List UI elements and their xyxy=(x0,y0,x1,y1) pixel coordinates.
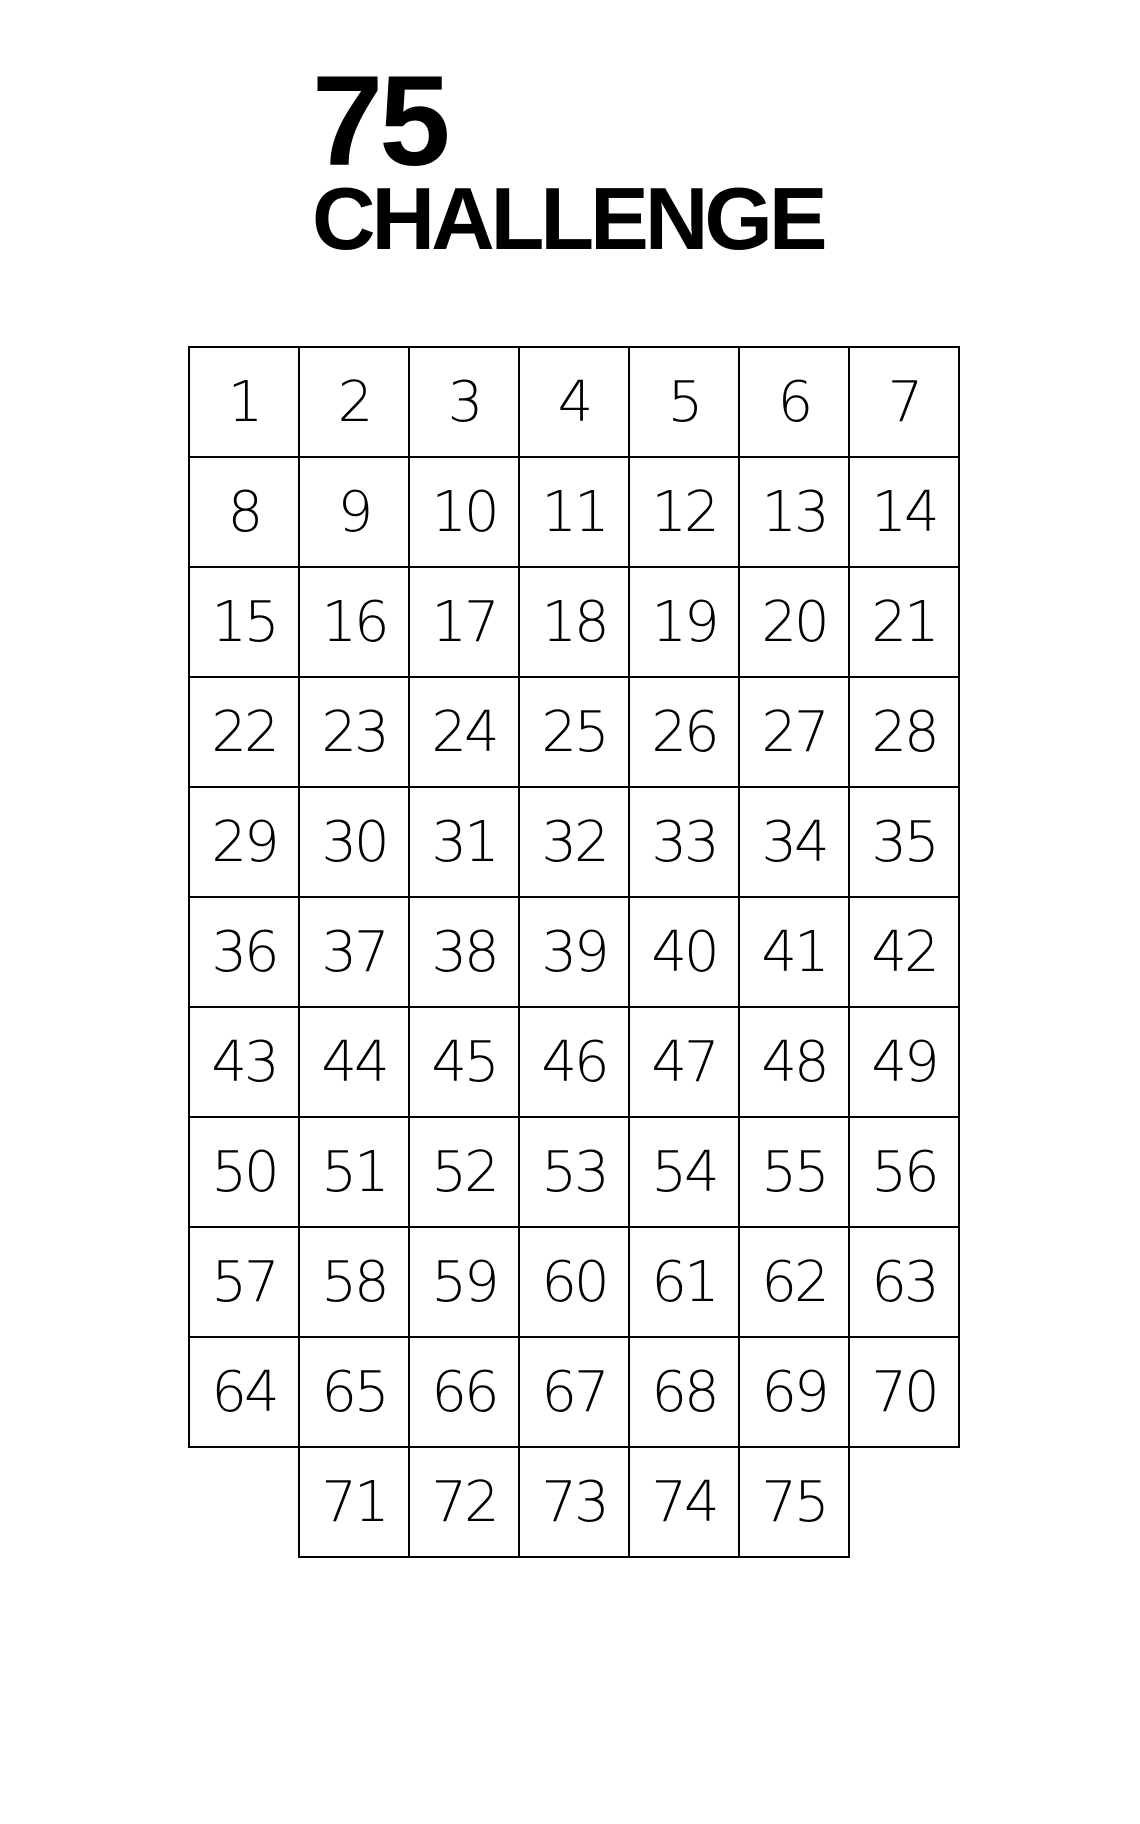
day-cell[interactable]: 57 xyxy=(188,1226,300,1338)
day-cell[interactable]: 11 xyxy=(518,456,630,568)
day-cell[interactable]: 69 xyxy=(738,1336,850,1448)
day-cell[interactable]: 40 xyxy=(628,896,740,1008)
day-cell[interactable]: 43 xyxy=(188,1006,300,1118)
day-cell[interactable]: 4 xyxy=(518,346,630,458)
day-cell[interactable]: 24 xyxy=(408,676,520,788)
day-cell[interactable]: 63 xyxy=(848,1226,960,1338)
day-cell[interactable]: 72 xyxy=(408,1446,520,1558)
title-number: 75 xyxy=(312,50,447,193)
day-cell[interactable]: 44 xyxy=(298,1006,410,1118)
day-cell[interactable]: 12 xyxy=(628,456,740,568)
day-cell[interactable]: 14 xyxy=(848,456,960,568)
day-cell[interactable]: 22 xyxy=(188,676,300,788)
day-cell[interactable]: 42 xyxy=(848,896,960,1008)
day-cell[interactable]: 29 xyxy=(188,786,300,898)
day-cell[interactable]: 75 xyxy=(738,1446,850,1558)
day-cell[interactable]: 46 xyxy=(518,1006,630,1118)
day-cell[interactable]: 19 xyxy=(628,566,740,678)
day-cell[interactable]: 45 xyxy=(408,1006,520,1118)
day-cell[interactable]: 49 xyxy=(848,1006,960,1118)
day-cell[interactable]: 7 xyxy=(848,346,960,458)
day-cell[interactable]: 31 xyxy=(408,786,520,898)
day-cell[interactable]: 36 xyxy=(188,896,300,1008)
day-cell[interactable]: 26 xyxy=(628,676,740,788)
day-cell[interactable]: 10 xyxy=(408,456,520,568)
day-cell[interactable]: 41 xyxy=(738,896,850,1008)
day-cell[interactable]: 51 xyxy=(298,1116,410,1228)
day-cell[interactable]: 73 xyxy=(518,1446,630,1558)
day-cell[interactable]: 68 xyxy=(628,1336,740,1448)
day-cell[interactable]: 34 xyxy=(738,786,850,898)
day-cell[interactable]: 32 xyxy=(518,786,630,898)
day-cell[interactable]: 37 xyxy=(298,896,410,1008)
day-cell[interactable]: 70 xyxy=(848,1336,960,1448)
day-cell[interactable]: 33 xyxy=(628,786,740,898)
day-cell[interactable]: 9 xyxy=(298,456,410,568)
day-cell[interactable]: 58 xyxy=(298,1226,410,1338)
day-cell[interactable]: 71 xyxy=(298,1446,410,1558)
day-cell[interactable]: 13 xyxy=(738,456,850,568)
day-cell[interactable]: 17 xyxy=(408,566,520,678)
day-cell[interactable]: 55 xyxy=(738,1116,850,1228)
day-cell[interactable]: 59 xyxy=(408,1226,520,1338)
title-word: CHALLENGE xyxy=(312,168,824,268)
day-cell[interactable]: 18 xyxy=(518,566,630,678)
day-cell[interactable]: 35 xyxy=(848,786,960,898)
day-cell[interactable]: 2 xyxy=(298,346,410,458)
day-cell[interactable]: 61 xyxy=(628,1226,740,1338)
day-cell[interactable]: 53 xyxy=(518,1116,630,1228)
day-cell[interactable]: 48 xyxy=(738,1006,850,1118)
day-cell[interactable]: 8 xyxy=(188,456,300,568)
day-cell[interactable]: 60 xyxy=(518,1226,630,1338)
day-cell[interactable]: 28 xyxy=(848,676,960,788)
day-cell[interactable]: 54 xyxy=(628,1116,740,1228)
day-cell[interactable]: 3 xyxy=(408,346,520,458)
day-cell[interactable]: 30 xyxy=(298,786,410,898)
day-cell[interactable]: 67 xyxy=(518,1336,630,1448)
day-cell[interactable]: 1 xyxy=(188,346,300,458)
day-cell[interactable]: 52 xyxy=(408,1116,520,1228)
day-cell[interactable]: 65 xyxy=(298,1336,410,1448)
page-title xyxy=(312,50,824,268)
day-cell[interactable]: 38 xyxy=(408,896,520,1008)
day-cell[interactable]: 5 xyxy=(628,346,740,458)
day-cell[interactable]: 66 xyxy=(408,1336,520,1448)
day-cell[interactable]: 20 xyxy=(738,566,850,678)
day-cell[interactable]: 16 xyxy=(298,566,410,678)
day-cell[interactable]: 56 xyxy=(848,1116,960,1228)
day-cell[interactable]: 27 xyxy=(738,676,850,788)
day-cell[interactable]: 50 xyxy=(188,1116,300,1228)
day-cell[interactable]: 6 xyxy=(738,346,850,458)
day-cell[interactable]: 15 xyxy=(188,566,300,678)
day-cell[interactable]: 47 xyxy=(628,1006,740,1118)
day-cell[interactable]: 21 xyxy=(848,566,960,678)
day-cell[interactable]: 23 xyxy=(298,676,410,788)
day-cell[interactable]: 62 xyxy=(738,1226,850,1338)
day-cell[interactable]: 74 xyxy=(628,1446,740,1558)
day-cell[interactable]: 39 xyxy=(518,896,630,1008)
day-cell[interactable]: 64 xyxy=(188,1336,300,1448)
day-cell[interactable]: 25 xyxy=(518,676,630,788)
